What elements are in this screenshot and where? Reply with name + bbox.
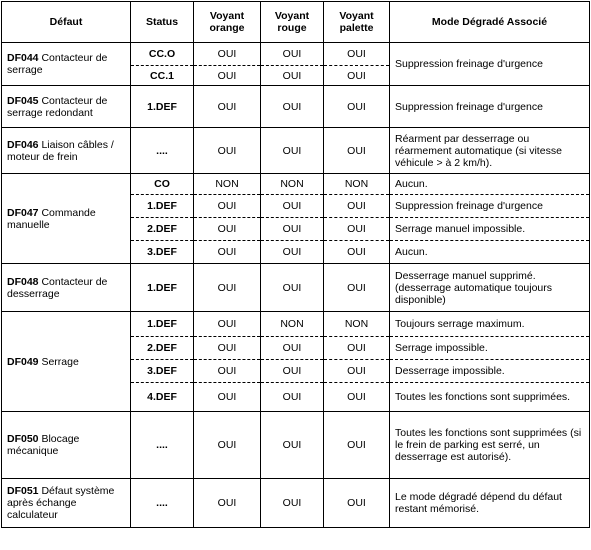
status-cell: 3.DEF [131, 241, 194, 264]
status-cell: .... [131, 128, 194, 174]
mode-cell: Desserrage manuel supprimé. (desserrage automatique toujours disponible) [390, 264, 590, 312]
header-voyant-palette: Voyant palette [324, 2, 390, 43]
voyant-orange-cell: OUI [194, 43, 261, 66]
voyant-orange-cell: OUI [194, 360, 261, 383]
defaut-cell [2, 128, 131, 174]
voyant-palette-cell: OUI [324, 128, 390, 174]
defaut-cell [2, 86, 131, 128]
voyant-orange-cell: OUI [194, 312, 261, 337]
fault-body [2, 43, 590, 528]
voyant-palette-cell: OUI [324, 66, 390, 86]
defaut-label: Contacteur de desserrage [7, 275, 108, 300]
defaut-label: Serrage [41, 355, 79, 368]
voyant-palette-cell: OUI [324, 360, 390, 383]
table-row [2, 479, 590, 528]
voyant-orange-cell: OUI [194, 128, 261, 174]
status-cell: 4.DEF [131, 383, 194, 412]
header-row [2, 2, 590, 43]
mode-cell: Toujours serrage maximum. [390, 312, 590, 337]
voyant-rouge-cell: OUI [261, 479, 324, 528]
mode-cell: Serrage impossible. [390, 337, 590, 360]
voyant-palette-cell: OUI [324, 241, 390, 264]
status-cell: 1.DEF [131, 86, 194, 128]
voyant-rouge-cell: OUI [261, 360, 324, 383]
defaut-code: DF046 [7, 138, 39, 151]
voyant-rouge-cell: OUI [261, 86, 324, 128]
voyant-palette-cell: NON [324, 174, 390, 195]
voyant-rouge-cell: NON [261, 312, 324, 337]
mode-cell: Le mode dégradé dépend du défaut restant mémorisé. [390, 479, 590, 528]
status-cell: 2.DEF [131, 218, 194, 241]
fault-table [1, 1, 590, 528]
voyant-palette-cell: OUI [324, 43, 390, 66]
defaut-cell [2, 479, 131, 528]
defaut-code: DF048 [7, 275, 39, 288]
status-cell: .... [131, 412, 194, 479]
status-cell: CC.O [131, 43, 194, 66]
defaut-code: DF047 [7, 206, 39, 219]
mode-cell: Suppression freinage d'urgence [390, 86, 590, 128]
defaut-cell [2, 174, 131, 264]
voyant-rouge-cell: OUI [261, 241, 324, 264]
defaut-cell [2, 312, 131, 412]
defaut-label: Commande manuelle [7, 206, 96, 231]
voyant-orange-cell: OUI [194, 66, 261, 86]
table-row [2, 128, 590, 174]
voyant-rouge-cell: OUI [261, 66, 324, 86]
voyant-orange-cell: OUI [194, 479, 261, 528]
status-cell: 1.DEF [131, 264, 194, 312]
header-defaut: Défaut [2, 2, 131, 43]
voyant-orange-cell: OUI [194, 264, 261, 312]
voyant-orange-cell: OUI [194, 86, 261, 128]
mode-cell: Réarment par desserrage ou réarmement automatique (si vitesse véhicule > à 2 km/h). [390, 128, 590, 174]
voyant-rouge-cell: OUI [261, 43, 324, 66]
header-mode: Mode Dégradé Associé [390, 2, 590, 43]
voyant-palette-cell: OUI [324, 337, 390, 360]
voyant-orange-cell: NON [194, 174, 261, 195]
defaut-label: Contacteur de serrage redondant [7, 94, 108, 119]
defaut-label: Blocage mécanique [7, 433, 80, 457]
voyant-rouge-cell: OUI [261, 337, 324, 360]
header-voyant-orange: Voyant orange [194, 2, 261, 43]
defaut-cell [2, 43, 131, 86]
mode-cell: Toutes les fonctions sont supprimées (si le frein de parking est serré, un desserrage est autorisé). [390, 412, 590, 479]
voyant-rouge-cell: OUI [261, 218, 324, 241]
mode-cell: Toutes les fonctions sont supprimées. [390, 383, 590, 412]
table-row [2, 86, 590, 128]
voyant-orange-cell: OUI [194, 337, 261, 360]
defaut-code: DF044 [7, 52, 39, 64]
defaut-label: Contacteur de serrage [7, 52, 108, 76]
voyant-rouge-cell: OUI [261, 195, 324, 218]
voyant-orange-cell: OUI [194, 241, 261, 264]
defaut-code: DF045 [7, 94, 39, 107]
defaut-cell [2, 264, 131, 312]
status-cell: 1.DEF [131, 195, 194, 218]
voyant-palette-cell: OUI [324, 218, 390, 241]
voyant-orange-cell: OUI [194, 412, 261, 479]
voyant-rouge-cell: OUI [261, 412, 324, 479]
status-cell: .... [131, 479, 194, 528]
voyant-palette-cell: OUI [324, 86, 390, 128]
voyant-palette-cell: OUI [324, 412, 390, 479]
mode-cell: Suppression freinage d'urgence [390, 43, 590, 86]
voyant-palette-cell: NON [324, 312, 390, 337]
voyant-rouge-cell: OUI [261, 128, 324, 174]
defaut-label: Liaison câbles / moteur de frein [7, 138, 114, 163]
status-cell: 1.DEF [131, 312, 194, 337]
table-row [2, 312, 590, 337]
defaut-cell [2, 412, 131, 479]
voyant-orange-cell: OUI [194, 383, 261, 412]
voyant-palette-cell: OUI [324, 264, 390, 312]
mode-cell: Aucun. [390, 174, 590, 195]
mode-cell: Serrage manuel impossible. [390, 218, 590, 241]
voyant-orange-cell: OUI [194, 218, 261, 241]
header-voyant-rouge: Voyant rouge [261, 2, 324, 43]
mode-cell: Aucun. [390, 241, 590, 264]
table-row [2, 174, 590, 195]
voyant-palette-cell: OUI [324, 479, 390, 528]
table-row [2, 43, 590, 66]
status-cell: CO [131, 174, 194, 195]
header-status: Status [131, 2, 194, 43]
voyant-palette-cell: OUI [324, 195, 390, 218]
defaut-code: DF051 [7, 485, 39, 497]
mode-cell: Desserrage impossible. [390, 360, 590, 383]
defaut-code: DF050 [7, 433, 39, 445]
voyant-rouge-cell: OUI [261, 264, 324, 312]
voyant-orange-cell: OUI [194, 195, 261, 218]
voyant-rouge-cell: OUI [261, 383, 324, 412]
status-cell: 3.DEF [131, 360, 194, 383]
voyant-palette-cell: OUI [324, 383, 390, 412]
defaut-label: Défaut système après échange calculateur [7, 485, 115, 521]
status-cell: 2.DEF [131, 337, 194, 360]
table-row [2, 264, 590, 312]
defaut-code: DF049 [7, 355, 39, 368]
status-cell: CC.1 [131, 66, 194, 86]
mode-cell: Suppression freinage d'urgence [390, 195, 590, 218]
voyant-rouge-cell: NON [261, 174, 324, 195]
table-row [2, 412, 590, 479]
